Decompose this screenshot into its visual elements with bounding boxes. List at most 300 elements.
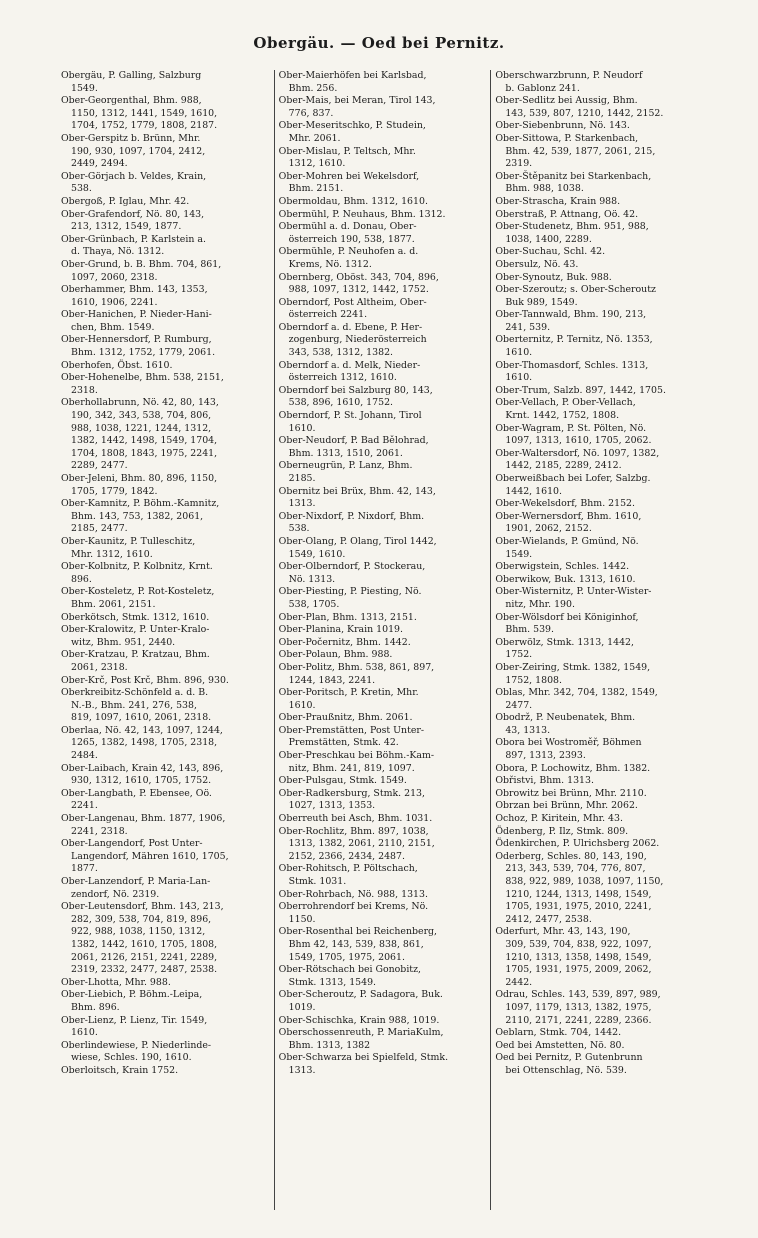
entry-continuation-line: 2319.	[505, 158, 533, 170]
entry-continuation-line: österreich 190, 538, 1877.	[288, 233, 415, 245]
index-entry	[495, 637, 703, 662]
entry-continuation-line: 538, 1705.	[288, 598, 340, 610]
entry-headword-line: Oberkötsch, Stmk. 1312, 1610.	[61, 611, 210, 623]
entry-continuation-line: 1150.	[288, 913, 316, 925]
entry-continuation-line: nitz, Bhm. 241, 819, 1097.	[288, 762, 415, 774]
entry-headword-line: Ober-Strascha, Krain 988.	[495, 195, 621, 207]
index-entry	[495, 360, 703, 385]
entry-continuation-line: Nö. 1313.	[288, 573, 336, 585]
entry-headword-line: Ober-Liebich, P. Böhm.-Leipa,	[61, 989, 203, 1001]
entry-headword-line: Oberndorf bei Salzburg 80, 143,	[278, 384, 433, 396]
entry-headword-line: Ober-Trum, Salzb. 897, 1442, 1705.	[495, 384, 666, 396]
index-entry	[279, 687, 487, 712]
entry-headword-line: Ochoz, P. Kiritein, Mhr. 43.	[495, 813, 623, 825]
entry-headword-line: Oberschossenreuth, P. MariaKulm,	[278, 1027, 444, 1039]
entry-headword-line: Obermühle, P. Neuhofen a. d.	[278, 246, 419, 258]
entry-headword-line: Ober-Olberndorf, P. Stockerau,	[278, 561, 426, 573]
entry-headword-line: Obora, P. Lochowitz, Bhm. 1382.	[495, 762, 651, 774]
index-entry	[279, 889, 487, 902]
entry-headword-line: Ober-Grafendorf, Nö. 80, 143,	[61, 208, 205, 220]
entry-continuation-line: Bhm. 1313, 1382	[288, 1039, 371, 1051]
column-1	[57, 70, 274, 1210]
index-entry	[279, 989, 487, 1014]
index-entry	[279, 813, 487, 826]
entry-continuation-line: österreich 1312, 1610.	[288, 372, 397, 384]
entry-headword-line: Ober-Synoutz, Buk. 988.	[495, 271, 612, 283]
entry-headword-line: Ober-Zeiring, Stmk. 1382, 1549,	[495, 661, 651, 673]
entry-headword-line: Oberlaa, Nö. 42, 143, 1097, 1244,	[61, 724, 223, 736]
index-entry	[495, 334, 703, 359]
entry-headword-line: Ober-Olang, P. Olang, Tirol 1442,	[278, 535, 437, 547]
index-entry	[61, 309, 270, 334]
index-entry	[495, 826, 703, 839]
entry-continuation-line: 1752.	[505, 649, 533, 661]
index-entry	[279, 272, 487, 297]
entry-headword-line: Ober-Premstätten, Post Unter-	[278, 724, 425, 736]
index-entry	[495, 586, 703, 611]
entry-headword-line: Ober-Polaun, Bhm. 988.	[278, 649, 393, 661]
entry-continuation-line: 988, 1097, 1312, 1442, 1752.	[288, 284, 429, 296]
entry-headword-line: Ober-Mohren bei Wekelsdorf,	[278, 170, 420, 182]
entry-headword-line: Ober-Štěpanitz bei Starkenbach,	[495, 170, 652, 182]
index-entry	[495, 95, 703, 120]
entry-headword-line: Ober-Mais, bei Meran, Tirol 143,	[278, 95, 436, 107]
entry-continuation-line: Bhm. 256.	[288, 82, 338, 94]
entry-continuation-line: 143, 539, 807, 1210, 1442, 2152.	[505, 107, 664, 119]
index-entry	[61, 360, 270, 373]
entry-continuation-line: 1610, 1906, 2241.	[71, 296, 158, 308]
entry-continuation-line: chen, Bhm. 1549.	[71, 321, 155, 333]
index-entry	[61, 612, 270, 625]
entry-continuation-line: 1382, 1442, 1498, 1549, 1704,	[71, 435, 218, 447]
entry-headword-line: Ober-Schischka, Krain 988, 1019.	[278, 1014, 440, 1026]
entry-continuation-line: Bhm. 988, 1038.	[505, 183, 584, 195]
entry-headword-line: Obernberg, Oböst. 343, 704, 896,	[278, 271, 439, 283]
entry-continuation-line: 1610.	[505, 347, 533, 359]
index-entry	[61, 473, 270, 498]
entry-headword-line: Odrau, Schles. 143, 539, 897, 989,	[495, 989, 661, 1001]
index-entry	[495, 687, 703, 712]
entry-headword-line: Ober-Suchau, Schl. 42.	[495, 246, 606, 258]
entry-continuation-line: 1313, 1382, 2061, 2110, 2151,	[288, 838, 435, 850]
entry-headword-line: Ober-Lanzendorf, P. Maria-Lan-	[61, 876, 211, 887]
entry-headword-line: Ober-Kolbnitz, P. Kolbnitz, Krnt.	[61, 561, 213, 573]
entry-headword-line: Oberternitz, P. Ternitz, Nö. 1353,	[495, 334, 653, 346]
index-entry	[61, 259, 270, 284]
entry-continuation-line: Mhr. 1312, 1610.	[71, 548, 153, 560]
entry-headword-line: Ober-Hennersdorf, P. Rumburg,	[61, 334, 212, 346]
entry-headword-line: Ober-Kaunitz, P. Tulleschitz,	[61, 535, 196, 547]
index-entry	[61, 1065, 270, 1078]
entry-continuation-line: 343, 538, 1312, 1382.	[288, 347, 394, 359]
index-entry	[61, 649, 270, 674]
index-entry	[279, 561, 487, 586]
index-entry	[495, 284, 703, 309]
entry-headword-line: Oberrohrendorf bei Krems, Nö.	[278, 901, 429, 913]
index-entry	[61, 70, 270, 95]
entry-headword-line: Ober-Studenetz, Bhm. 951, 988,	[495, 221, 649, 233]
page-title: Obergäu. — Oed bei Pernitz.	[253, 34, 505, 52]
entry-headword-line: Ober-Nixdorf, P. Nixdorf, Bhm.	[278, 510, 425, 522]
entry-continuation-line: 819, 1097, 1610, 2061, 2318.	[71, 712, 212, 724]
index-entry	[495, 423, 703, 448]
entry-continuation-line: Stmk. 1031.	[288, 876, 347, 887]
entry-headword-line: Ober-Laibach, Krain 42, 143, 896,	[61, 762, 224, 774]
index-entry	[495, 712, 703, 737]
entry-continuation-line: 1038, 1400, 2289.	[505, 233, 592, 245]
index-entry	[495, 612, 703, 637]
index-entry	[279, 649, 487, 662]
index-entry	[61, 234, 270, 259]
index-entry	[61, 838, 270, 876]
entry-continuation-line: d. Thaya, Nö. 1312.	[71, 246, 165, 258]
entry-continuation-line: zogenburg, Niederösterreich	[288, 334, 427, 346]
index-entry	[279, 385, 487, 410]
index-entry	[495, 385, 703, 398]
index-entry	[279, 637, 487, 650]
index-entry	[495, 737, 703, 762]
entry-headword-line: Oberhollabrunn, Nö. 42, 80, 143,	[61, 397, 219, 409]
index-entry	[61, 1015, 270, 1040]
entry-continuation-line: österreich 2241.	[288, 309, 368, 321]
index-entry	[279, 964, 487, 989]
index-entry	[279, 196, 487, 209]
entry-headword-line: Oberhofen, Öbst. 1610.	[61, 359, 173, 371]
entry-continuation-line: 1704, 1752, 1779, 1808, 2187.	[71, 120, 218, 132]
entry-headword-line: Ober-Sittowa, P. Starkenbach,	[495, 132, 639, 144]
entry-continuation-line: 2477.	[505, 699, 533, 711]
entry-continuation-line: Bhm. 1313, 1510, 2061.	[288, 447, 403, 459]
entry-continuation-line: 1244, 1843, 2241.	[288, 674, 376, 686]
entry-continuation-line: 1382, 1442, 1610, 1705, 1808,	[71, 938, 218, 950]
entry-headword-line: Obernitz bei Brüx, Bhm. 42, 143,	[278, 485, 436, 497]
entry-headword-line: Ober-Neudorf, P. Bad Bělohrad,	[278, 435, 429, 447]
entry-headword-line: Oberreuth bei Asch, Bhm. 1031.	[278, 813, 433, 825]
index-entry	[279, 863, 487, 888]
entry-headword-line: Ober-Langendorf, Post Unter-	[61, 838, 203, 850]
entry-continuation-line: 1705, 1931, 1975, 2009, 2062,	[505, 964, 652, 976]
index-entry	[495, 1027, 703, 1040]
entry-headword-line: Ober-Piesting, P. Piesting, Nö.	[278, 586, 422, 598]
index-entry	[61, 876, 270, 901]
index-entry	[279, 586, 487, 611]
entry-continuation-line: 538.	[71, 183, 92, 195]
entry-continuation-line: Buk 989, 1549.	[505, 296, 578, 308]
index-entry	[61, 284, 270, 309]
index-entry	[279, 775, 487, 788]
entry-headword-line: Ober-Preschkau bei Böhm.-Kam-	[278, 750, 435, 762]
entry-continuation-line: Mhr. 2061.	[288, 132, 341, 144]
entry-continuation-line: 1265, 1382, 1498, 1705, 2318,	[71, 737, 218, 749]
entry-headword-line: Ober-Gerspitz b. Brünn, Mhr.	[61, 132, 201, 144]
entry-headword-line: Oderberg, Schles. 80, 143, 190,	[495, 850, 647, 862]
entry-headword-line: Obergoß, P. Iglau, Mhr. 42.	[61, 195, 190, 207]
entry-continuation-line: 1150, 1312, 1441, 1549, 1610,	[71, 107, 218, 119]
index-entry	[495, 926, 703, 989]
index-entry	[279, 460, 487, 485]
index-entry	[495, 851, 703, 927]
index-entry	[495, 70, 703, 95]
index-entry	[279, 536, 487, 561]
index-entry	[279, 246, 487, 271]
entry-headword-line: Obrowitz bei Brünn, Mhr. 2110.	[495, 787, 647, 799]
entry-headword-line: Oberwölz, Stmk. 1313, 1442,	[495, 636, 634, 648]
entry-headword-line: Ober-Rosenthal bei Reichenberg,	[278, 926, 438, 938]
entry-headword-line: Oberndorf a. d. Ebene, P. Her-	[278, 321, 423, 333]
entry-headword-line: Oberndorf a. d. Melk, Nieder-	[278, 359, 421, 371]
index-entry	[61, 133, 270, 171]
entry-continuation-line: Bhm 42, 143, 539, 838, 861,	[288, 938, 424, 950]
index-entry	[495, 209, 703, 222]
entry-headword-line: Ober-Wielands, P. Gmünd, Nö.	[495, 535, 639, 547]
entry-headword-line: Ober-Langenau, Bhm. 1877, 1906,	[61, 813, 226, 825]
entry-continuation-line: 1610.	[288, 422, 316, 434]
entry-continuation-line: 1442, 2185, 2289, 2412.	[505, 460, 622, 472]
index-entry	[495, 246, 703, 259]
entry-headword-line: Oberlindewiese, P. Niederlinde-	[61, 1039, 212, 1051]
entry-headword-line: Ober-Rötschach bei Gonobitz,	[278, 964, 421, 976]
entry-headword-line: Oeblarn, Stmk. 704, 1442.	[495, 1027, 622, 1039]
index-entry	[279, 360, 487, 385]
index-entry	[279, 612, 487, 625]
index-entry	[495, 775, 703, 788]
index-entry	[61, 977, 270, 990]
entry-continuation-line: 1549, 1610.	[288, 548, 346, 560]
index-entry	[279, 750, 487, 775]
entry-headword-line: Ober-Praußnitz, Bhm. 2061.	[278, 712, 413, 724]
entry-headword-line: Oblas, Mhr. 342, 704, 1382, 1549,	[495, 687, 658, 699]
entry-continuation-line: 2185, 2477.	[71, 523, 128, 535]
entry-continuation-line: 1549.	[505, 548, 533, 560]
entry-headword-line: Ober-Rohitsch, P. Pöltschach,	[278, 863, 418, 875]
entry-headword-line: Obrzan bei Brünn, Mhr. 2062.	[495, 800, 638, 812]
entry-headword-line: Ober-Wernersdorf, Bhm. 1610,	[495, 510, 642, 522]
entry-headword-line: Ober-Georgenthal, Bhm. 988,	[61, 95, 202, 107]
index-entry	[495, 448, 703, 473]
index-entry	[495, 272, 703, 285]
index-entry	[495, 196, 703, 209]
entry-headword-line: Ober-Kosteletz, P. Rot-Kosteletz,	[61, 586, 215, 598]
entry-headword-line: Oberschwarzbrunn, P. Neudorf	[495, 70, 643, 81]
entry-continuation-line: zendorf, Nö. 2319.	[71, 888, 160, 900]
index-entry	[495, 133, 703, 171]
entry-continuation-line: 190, 342, 343, 538, 704, 806,	[71, 410, 212, 422]
entry-headword-line: Ober-Thomasdorf, Schles. 1313,	[495, 359, 649, 371]
entry-headword-line: Ober-Pulsgau, Stmk. 1549.	[278, 775, 407, 787]
entry-continuation-line: Bhm. 896.	[71, 1001, 120, 1013]
index-entry	[61, 989, 270, 1014]
entry-continuation-line: 2185.	[288, 473, 316, 484]
entry-headword-line: Oberstraß, P. Attnang, Oö. 42.	[495, 208, 639, 220]
index-entry	[279, 297, 487, 322]
entry-continuation-line: 1027, 1313, 1353.	[288, 800, 376, 812]
entry-headword-line: Ober-Kamnitz, P. Böhm.-Kamnitz,	[61, 498, 220, 510]
entry-continuation-line: 2289, 2477.	[71, 460, 128, 472]
entry-headword-line: Ober-Poritsch, P. Kretin, Mhr.	[278, 687, 419, 699]
index-entry	[279, 624, 487, 637]
entry-continuation-line: 2061, 2126, 2151, 2241, 2289,	[71, 951, 218, 963]
index-entry	[495, 221, 703, 246]
entry-headword-line: Ödenberg, P. Ilz, Stmk. 809.	[495, 825, 629, 837]
entry-continuation-line: 1549.	[71, 82, 98, 94]
entry-continuation-line: 1097, 2060, 2318.	[71, 271, 158, 283]
entry-continuation-line: 213, 343, 539, 704, 776, 807,	[505, 863, 646, 875]
entry-headword-line: Obodrž, P. Neubenatek, Bhm.	[495, 712, 636, 724]
index-entry	[495, 574, 703, 587]
index-entry	[61, 196, 270, 209]
entry-continuation-line: 538.	[288, 523, 310, 535]
index-entry	[495, 120, 703, 133]
index-entry	[495, 473, 703, 498]
index-entry	[61, 675, 270, 688]
entry-continuation-line: Bhm. 42, 539, 1877, 2061, 215,	[505, 145, 656, 157]
entry-headword-line: Oderfurt, Mhr. 43, 143, 190,	[495, 926, 631, 938]
index-entry	[279, 712, 487, 725]
index-entry	[495, 309, 703, 334]
index-entry	[495, 838, 703, 851]
entry-continuation-line: 2449, 2494.	[71, 158, 128, 170]
index-entry	[279, 901, 487, 926]
entry-headword-line: Ober-Leutensdorf, Bhm. 143, 213,	[61, 901, 224, 913]
entry-headword-line: Ober-Meseritschko, P. Studein,	[278, 120, 426, 132]
index-entry	[495, 536, 703, 561]
index-entry	[61, 334, 270, 359]
entry-continuation-line: 1610.	[288, 699, 316, 711]
index-entry	[61, 586, 270, 611]
entry-continuation-line: 241, 539.	[505, 321, 551, 333]
entry-continuation-line: 1704, 1808, 1843, 1975, 2241,	[71, 447, 218, 459]
entry-headword-line: Ober-Mislau, P. Teltsch, Mhr.	[278, 145, 416, 157]
index-entry	[495, 1052, 703, 1077]
index-entry	[279, 435, 487, 460]
entry-headword-line: Ober-Hohenelbe, Bhm. 538, 2151,	[61, 372, 224, 384]
index-entry	[279, 70, 487, 95]
entry-headword-line: Ober-Vellach, P. Ober-Vellach,	[495, 397, 636, 409]
entry-continuation-line: 1210, 1313, 1358, 1498, 1549,	[505, 951, 652, 963]
entry-headword-line: Obermühl, P. Neuhaus, Bhm. 1312.	[278, 208, 446, 220]
index-entry	[495, 561, 703, 574]
index-entry	[495, 989, 703, 1027]
index-entry	[279, 209, 487, 222]
entry-headword-line: Oberndorf, Post Altheim, Ober-	[278, 296, 427, 308]
entry-continuation-line: 1313.	[288, 498, 316, 510]
index-entry	[279, 410, 487, 435]
entry-headword-line: Obřistvi, Bhm. 1313.	[495, 775, 594, 787]
entry-headword-line: Ober-Kralowitz, P. Unter-Kralo-	[61, 624, 210, 636]
entry-headword-line: Ober-Rohrbach, Nö. 988, 1313.	[278, 888, 428, 900]
index-entry	[61, 372, 270, 397]
entry-continuation-line: 2241, 2318.	[71, 825, 128, 837]
entry-headword-line: Oberndorf, P. St. Johann, Tirol	[278, 410, 422, 422]
index-entry	[61, 725, 270, 763]
entry-continuation-line: 1610.	[71, 1027, 98, 1039]
entry-continuation-line: 1901, 2062, 2152.	[505, 523, 592, 535]
entry-continuation-line: 922, 988, 1038, 1150, 1312,	[71, 926, 206, 938]
entry-continuation-line: 1097, 1313, 1610, 1705, 2062.	[505, 435, 652, 447]
index-entry	[495, 800, 703, 813]
entry-continuation-line: 838, 922, 989, 1038, 1097, 1150,	[505, 876, 664, 887]
entry-headword-line: Obora bei Wostroměř, Böhmen	[495, 737, 642, 749]
entry-continuation-line: 538, 896, 1610, 1752.	[288, 397, 394, 409]
entry-headword-line: Ober-Hanichen, P. Nieder-Hani-	[61, 309, 212, 321]
entry-headword-line: Ober-Grund, b. B. Bhm. 704, 861,	[61, 258, 222, 270]
entry-continuation-line: 1097, 1179, 1313, 1382, 1975,	[505, 1001, 652, 1013]
index-entry	[279, 171, 487, 196]
entry-headword-line: Oberloitsch, Krain 1752.	[61, 1064, 179, 1076]
index-entry	[279, 662, 487, 687]
entry-headword-line: Ober-Lienz, P. Lienz, Tir. 1549,	[61, 1014, 208, 1026]
index-entry	[495, 813, 703, 826]
entry-headword-line: Oberneugrün, P. Lanz, Bhm.	[278, 460, 413, 472]
entry-continuation-line: 2442.	[505, 976, 533, 988]
entry-headword-line: Oberweißbach bei Lofer, Salzbg.	[495, 473, 651, 484]
entry-headword-line: Ober-Waltersdorf, Nö. 1097, 1382,	[495, 447, 660, 459]
entry-continuation-line: Premstätten, Stmk. 42.	[288, 737, 399, 749]
entry-headword-line: Ober-Rochlitz, Bhm. 897, 1038,	[278, 825, 429, 837]
entry-continuation-line: bei Ottenschlag, Nö. 539.	[505, 1064, 627, 1076]
entry-headword-line: Ober-Szeroutz; s. Ober-Scheroutz	[495, 284, 656, 296]
entry-continuation-line: 2152, 2366, 2434, 2487.	[288, 850, 405, 862]
index-entry	[61, 397, 270, 473]
entry-headword-line: Oed bei Amstetten, Nö. 80.	[495, 1039, 625, 1051]
entry-continuation-line: Bhm. 2151.	[288, 183, 344, 195]
entry-headword-line: Ober-Görjach b. Veldes, Krain,	[61, 170, 207, 182]
entry-continuation-line: Stmk. 1313, 1549.	[288, 976, 377, 988]
index-entry	[61, 1040, 270, 1065]
index-entry	[279, 221, 487, 246]
index-entry	[61, 788, 270, 813]
index-entry	[279, 511, 487, 536]
entry-continuation-line: wiese, Schles. 190, 1610.	[71, 1052, 192, 1064]
index-columns	[57, 70, 707, 1210]
entry-headword-line: Ober-Maierhöfen bei Karlsbad,	[278, 70, 427, 81]
entry-headword-line: Oberwikow, Buk. 1313, 1610.	[495, 573, 636, 585]
entry-continuation-line: 1313.	[288, 1064, 316, 1076]
index-entry	[61, 763, 270, 788]
index-entry	[279, 1052, 487, 1077]
index-entry	[61, 813, 270, 838]
index-entry	[279, 120, 487, 145]
index-entry	[61, 171, 270, 196]
entry-continuation-line: 2318.	[71, 384, 98, 396]
entry-continuation-line: 1019.	[288, 1001, 316, 1013]
entry-headword-line: Ober-Krč, Post Krč, Bhm. 896, 930.	[61, 674, 229, 686]
entry-headword-line: Oberwigstein, Schles. 1442.	[495, 561, 630, 573]
entry-continuation-line: Krems, Nö. 1312.	[288, 258, 372, 270]
entry-headword-line: Ober-Grünbach, P. Karlstein a.	[61, 233, 206, 245]
entry-headword-line: Ober-Kratzau, P. Kratzau, Bhm.	[61, 649, 210, 661]
index-entry	[279, 322, 487, 360]
entry-continuation-line: 2484.	[71, 750, 98, 762]
entry-continuation-line: Bhm. 143, 753, 1382, 2061,	[71, 510, 204, 522]
index-entry	[61, 687, 270, 725]
entry-continuation-line: 930, 1312, 1610, 1705, 1752.	[71, 775, 212, 787]
entry-headword-line: Obergäu, P. Galling, Salzburg	[61, 70, 202, 81]
index-entry	[279, 1015, 487, 1028]
entry-continuation-line: 1442, 1610.	[505, 485, 562, 497]
entry-headword-line: Ober-Planina, Krain 1019.	[278, 624, 403, 636]
entry-headword-line: Ödenkirchen, P. Ulrichsberg 2062.	[495, 838, 660, 850]
entry-continuation-line: 776, 837.	[288, 107, 334, 119]
entry-continuation-line: 1877.	[71, 863, 98, 875]
entry-headword-line: Ober-Schwarza bei Spielfeld, Stmk.	[278, 1052, 449, 1064]
entry-headword-line: Ober-Wagram, P. St. Pölten, Nö.	[495, 422, 647, 434]
index-entry	[61, 498, 270, 536]
entry-continuation-line: 2319, 2332, 2477, 2487, 2538.	[71, 964, 218, 976]
entry-headword-line: Obermoldau, Bhm. 1312, 1610.	[278, 195, 428, 207]
entry-headword-line: Ober-Radkersburg, Stmk. 213,	[278, 787, 426, 799]
entry-continuation-line: nitz, Mhr. 190.	[505, 598, 575, 610]
